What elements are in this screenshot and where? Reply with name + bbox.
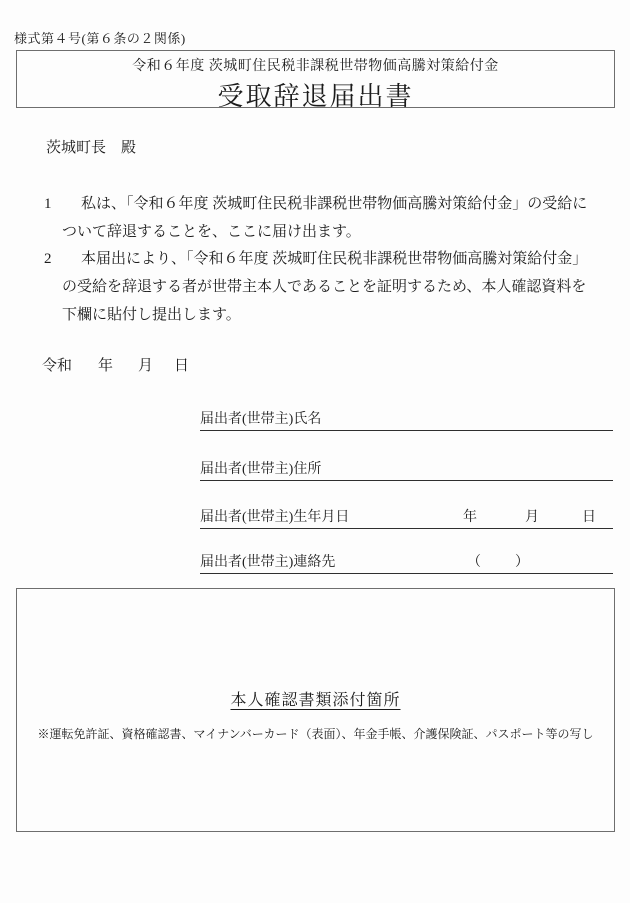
- title-box: [16, 50, 615, 111]
- attachment-note: ※運転免許証、資格確認書、マイナンバーカード（表面）、年金手帳、介護保険証、パスポート等の写し: [37, 727, 594, 741]
- date-day-label: 日: [174, 358, 190, 374]
- contact-paren-close: ）: [515, 555, 529, 570]
- addressee-line: 茨城町長 殿: [46, 140, 137, 156]
- date-line: [0, 354, 630, 374]
- date-year-label: 年: [98, 358, 114, 374]
- document-title: 受取辞退届出書: [217, 82, 414, 111]
- paragraph-2-line-3: 下欄に貼付し提出します。: [62, 307, 241, 323]
- date-month-label: 月: [138, 358, 154, 374]
- birthdate-day-unit: 日: [582, 510, 596, 525]
- contact-paren-open: （: [467, 555, 481, 570]
- paragraph-1-line-2: ついて辞退することを、ここに届け出ます。: [62, 224, 361, 240]
- field-label-name: 届出者(世帯主)氏名: [200, 412, 322, 427]
- paragraph-2-line-2: の受給を辞退する者が世帯主本人であることを証明するため、本人確認資料を: [62, 279, 587, 295]
- form-number: 様式第４号(第６条の２関係): [14, 31, 186, 46]
- field-row-address: [200, 458, 613, 481]
- attachment-heading: 本人確認書類添付箇所: [230, 692, 401, 709]
- paragraph-1-line-1: 私は、「令和６年度 茨城町住民税非課税世帯物価高騰対策給付金」の受給に: [81, 196, 588, 212]
- field-label-contact: 届出者(世帯主)連絡先: [200, 555, 336, 570]
- attachment-box: [16, 588, 615, 832]
- field-row-birthdate: [200, 506, 613, 529]
- field-label-birthdate: 届出者(世帯主)生年月日: [200, 510, 350, 525]
- date-era-label: 令和: [42, 358, 73, 374]
- field-row-name: [200, 408, 613, 431]
- paragraph-1-number: 1: [44, 196, 52, 212]
- paragraph-1: [44, 190, 622, 246]
- field-row-contact: [200, 551, 613, 574]
- paragraph-2-line-1: 本届出により、「令和６年度 茨城町住民税非課税世帯物価高騰対策給付金」: [81, 251, 588, 267]
- paragraph-2-number: 2: [44, 251, 52, 267]
- paragraph-2: [44, 245, 622, 329]
- grant-program-subtitle: 令和６年度 茨城町住民税非課税世帯物価高騰対策給付金: [132, 59, 499, 74]
- field-label-address: 届出者(世帯主)住所: [200, 462, 322, 477]
- birthdate-year-unit: 年: [463, 510, 477, 525]
- birthdate-month-unit: 月: [525, 510, 539, 525]
